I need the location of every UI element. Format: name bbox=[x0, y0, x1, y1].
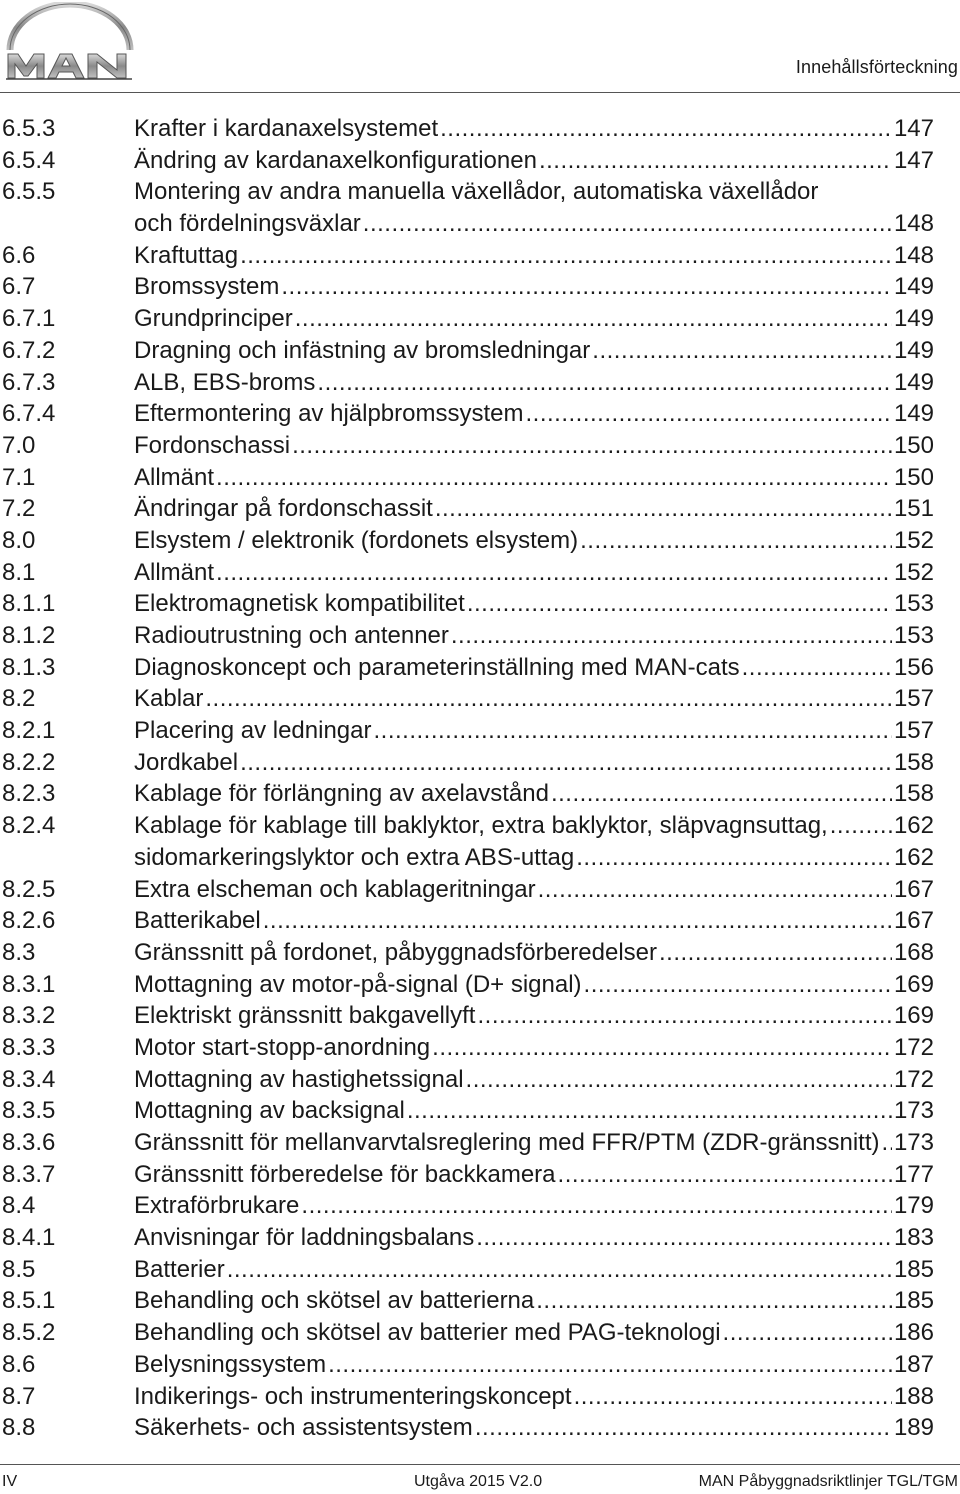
toc-title: Jordkabel bbox=[134, 748, 239, 776]
toc-page-number: 148 bbox=[893, 241, 934, 269]
toc-section-number: 8.3.2 bbox=[2, 1002, 56, 1030]
toc-title: Batterier bbox=[134, 1255, 225, 1283]
toc-page-number: 158 bbox=[893, 780, 934, 808]
toc-title: Mottagning av motor-på-signal (D+ signal) bbox=[134, 970, 582, 998]
toc-entry bbox=[134, 208, 934, 240]
toc-title: Kablage för kablage till baklyktor, extra baklyktor, släpvagnsuttag, bbox=[134, 812, 828, 840]
toc-section-number: 8.3.3 bbox=[2, 1033, 56, 1061]
toc-leader-dots bbox=[292, 430, 892, 462]
toc-page-number: 150 bbox=[893, 431, 934, 459]
toc-section-number: 6.7.4 bbox=[2, 400, 56, 428]
toc-row[interactable] bbox=[0, 683, 960, 715]
toc-title: Behandling och skötsel av batterierna bbox=[134, 1287, 535, 1315]
toc-section-number: 8.8 bbox=[2, 1414, 36, 1442]
toc-section-number: 6.5.3 bbox=[2, 115, 56, 142]
toc-entry bbox=[134, 1381, 934, 1413]
toc-leader-dots bbox=[205, 683, 892, 715]
toc-row[interactable] bbox=[0, 715, 960, 747]
toc-page-number: 149 bbox=[893, 336, 934, 364]
toc-entry bbox=[134, 145, 934, 177]
section-title: Innehållsförteckning bbox=[795, 57, 958, 77]
toc-leader-dots bbox=[830, 810, 892, 842]
toc-row[interactable] bbox=[0, 1349, 960, 1381]
toc-entry bbox=[134, 1222, 934, 1254]
toc-row[interactable] bbox=[0, 1381, 960, 1413]
toc-page-number: 149 bbox=[893, 273, 934, 301]
toc-row[interactable] bbox=[0, 969, 960, 1001]
toc-section-number: 8.7 bbox=[2, 1382, 36, 1410]
toc-leader-dots bbox=[742, 652, 892, 684]
toc-title: Extra elscheman och kablageritningar bbox=[134, 875, 536, 903]
toc-title: Ändringar på fordonschassit bbox=[134, 495, 433, 523]
toc-row[interactable] bbox=[0, 271, 960, 303]
toc-page-number: 183 bbox=[893, 1224, 934, 1252]
toc-section-number: 7.2 bbox=[2, 495, 36, 523]
toc-row[interactable] bbox=[0, 1254, 960, 1286]
toc-title: Säkerhets- och assistentsystem bbox=[134, 1414, 473, 1442]
toc-section-number: 8.5.1 bbox=[2, 1287, 56, 1315]
toc-leader-dots bbox=[574, 1381, 892, 1413]
toc-title: Elektromagnetisk kompatibilitet bbox=[134, 590, 465, 618]
toc-page-number: 172 bbox=[893, 1033, 934, 1061]
toc-leader-dots bbox=[477, 1000, 891, 1032]
toc-page-number: 179 bbox=[893, 1192, 934, 1220]
toc-page-number: 157 bbox=[893, 717, 934, 745]
toc-page-number: 188 bbox=[893, 1382, 934, 1410]
toc-section-number: 8.2.3 bbox=[2, 780, 56, 808]
toc-entry bbox=[134, 842, 934, 874]
footer-edition: Utgåva 2015 V2.0 bbox=[414, 1473, 543, 1490]
toc-page-number: 153 bbox=[893, 590, 934, 618]
toc-title: sidomarkeringslyktor och extra ABS-uttag bbox=[134, 843, 575, 871]
header-divider bbox=[0, 92, 960, 93]
toc-entry bbox=[134, 335, 934, 367]
toc-entry bbox=[134, 810, 934, 842]
toc-entry bbox=[134, 1349, 934, 1381]
toc-entry bbox=[134, 747, 934, 779]
toc-title: Gränssnitt på fordonet, påbyggnadsförberedelser bbox=[134, 938, 657, 966]
toc-entry bbox=[134, 493, 934, 525]
toc-row[interactable] bbox=[0, 620, 960, 652]
toc-row[interactable] bbox=[0, 937, 960, 969]
toc-row[interactable] bbox=[0, 1127, 960, 1159]
toc-page-number: 147 bbox=[893, 146, 934, 174]
toc-entry bbox=[134, 588, 934, 620]
toc-row[interactable] bbox=[0, 588, 960, 620]
toc-section-number: 8.3.7 bbox=[2, 1160, 56, 1188]
toc-leader-dots bbox=[580, 525, 892, 557]
toc-section-number: 8.2 bbox=[2, 685, 36, 713]
toc-title: Motor start-stopp-anordning bbox=[134, 1033, 431, 1061]
toc-page-number: 168 bbox=[893, 938, 934, 966]
toc-section-number: 6.7.2 bbox=[2, 336, 56, 364]
toc-section-number: 8.1.3 bbox=[2, 653, 56, 681]
toc-entry bbox=[134, 1000, 934, 1032]
toc-leader-dots bbox=[592, 335, 892, 367]
toc-leader-dots bbox=[301, 1190, 892, 1222]
toc-leader-dots bbox=[539, 145, 892, 177]
toc-entry bbox=[134, 1317, 934, 1349]
toc-page-number: 149 bbox=[893, 400, 934, 428]
toc-page-number: 157 bbox=[893, 685, 934, 713]
toc-row[interactable] bbox=[0, 1000, 960, 1032]
toc-leader-dots bbox=[435, 493, 892, 525]
toc-title: Placering av ledningar bbox=[134, 717, 372, 745]
toc-leader-dots bbox=[216, 462, 892, 494]
toc-leader-dots bbox=[659, 937, 892, 969]
toc-title: Batterikabel bbox=[134, 907, 261, 935]
toc-leader-dots bbox=[536, 1285, 892, 1317]
toc-leader-dots bbox=[373, 715, 891, 747]
toc-entry bbox=[134, 778, 934, 810]
toc-entry bbox=[134, 715, 934, 747]
toc-row[interactable] bbox=[0, 240, 960, 272]
toc-page-number: 162 bbox=[893, 812, 934, 840]
toc-leader-dots bbox=[240, 747, 892, 779]
toc-section-number: 8.1 bbox=[2, 558, 36, 586]
toc-entry bbox=[134, 525, 934, 557]
toc-row[interactable] bbox=[0, 747, 960, 779]
toc-leader-dots bbox=[476, 1222, 892, 1254]
toc-leader-dots bbox=[216, 557, 892, 589]
table-of-contents bbox=[0, 113, 960, 1444]
toc-row[interactable] bbox=[0, 208, 960, 240]
toc-section-number: 6.6 bbox=[2, 241, 36, 269]
toc-leader-dots bbox=[263, 905, 892, 937]
toc-title: Mottagning av backsignal bbox=[134, 1097, 405, 1125]
toc-section-number: 8.5.2 bbox=[2, 1319, 56, 1347]
footer-document-title: MAN Påbyggnadsriktlinjer TGL/TGM bbox=[698, 1473, 958, 1490]
toc-page-number: 158 bbox=[893, 748, 934, 776]
toc-row[interactable] bbox=[0, 842, 960, 874]
toc-entry bbox=[134, 937, 934, 969]
toc-entry bbox=[134, 1064, 934, 1096]
toc-page-number: 189 bbox=[893, 1414, 934, 1442]
toc-section-number: 8.3 bbox=[2, 938, 36, 966]
toc-row[interactable] bbox=[0, 778, 960, 810]
toc-title: Ändring av kardanaxelkonfigurationen bbox=[134, 146, 537, 174]
toc-section-number: 6.5.4 bbox=[2, 146, 56, 174]
toc-title: Anvisningar för laddningsbalans bbox=[134, 1224, 475, 1252]
toc-section-number: 8.6 bbox=[2, 1350, 36, 1378]
toc-page-number: 167 bbox=[893, 907, 934, 935]
toc-title: ALB, EBS-broms bbox=[134, 368, 316, 396]
toc-entry bbox=[134, 271, 934, 303]
toc-leader-dots bbox=[538, 874, 892, 906]
toc-section-number: 8.2.6 bbox=[2, 907, 56, 935]
toc-row[interactable] bbox=[0, 1412, 960, 1444]
toc-title: Belysningssystem bbox=[134, 1350, 327, 1378]
toc-row[interactable] bbox=[0, 1222, 960, 1254]
toc-leader-dots bbox=[407, 1095, 892, 1127]
toc-entry bbox=[134, 1285, 934, 1317]
toc-row[interactable] bbox=[0, 145, 960, 177]
toc-row[interactable] bbox=[0, 176, 960, 208]
toc-row[interactable] bbox=[0, 557, 960, 589]
toc-section-number: 8.1.1 bbox=[2, 590, 56, 618]
toc-title: och fördelningsväxlar bbox=[134, 210, 361, 238]
toc-title: Eftermontering av hjälpbromssystem bbox=[134, 400, 524, 428]
toc-row[interactable] bbox=[0, 525, 960, 557]
toc-row[interactable] bbox=[0, 398, 960, 430]
toc-section-number: 8.3.4 bbox=[2, 1065, 56, 1093]
toc-entry bbox=[134, 620, 934, 652]
toc-entry bbox=[134, 1190, 934, 1222]
toc-entry bbox=[134, 1127, 934, 1159]
toc-leader-dots bbox=[576, 842, 892, 874]
toc-leader-dots bbox=[317, 367, 892, 399]
toc-title: Radioutrustning och antenner bbox=[134, 622, 449, 649]
toc-row[interactable] bbox=[0, 810, 960, 842]
man-logo bbox=[4, 2, 136, 84]
toc-title: Grundprinciper bbox=[134, 305, 293, 333]
toc-row[interactable] bbox=[0, 430, 960, 462]
toc-page-number: 153 bbox=[893, 622, 934, 649]
toc-leader-dots bbox=[584, 969, 892, 1001]
toc-entry bbox=[134, 303, 934, 335]
toc-entry bbox=[134, 1159, 934, 1191]
toc-leader-dots bbox=[882, 1127, 892, 1159]
toc-leader-dots bbox=[466, 1064, 892, 1096]
toc-row[interactable] bbox=[0, 1190, 960, 1222]
toc-section-number: 8.1.2 bbox=[2, 622, 56, 649]
toc-title: Montering av andra manuella växellådor, automatiska växellådor bbox=[134, 178, 819, 206]
toc-entry bbox=[134, 969, 934, 1001]
toc-title: Gränssnitt för mellanvarvtalsreglering med FFR/PTM (ZDR-gränssnitt) bbox=[134, 1129, 880, 1156]
toc-leader-dots bbox=[328, 1349, 892, 1381]
toc-page-number: 167 bbox=[893, 875, 934, 903]
toc-section-number: 8.3.5 bbox=[2, 1097, 56, 1125]
toc-entry bbox=[134, 398, 934, 430]
toc-title: Allmänt bbox=[134, 463, 215, 491]
toc-page-number: 186 bbox=[893, 1319, 934, 1347]
toc-title: Extraförbrukare bbox=[134, 1192, 300, 1220]
toc-title: Allmänt bbox=[134, 558, 215, 586]
toc-entry bbox=[134, 1254, 934, 1286]
toc-entry bbox=[134, 176, 934, 208]
footer-divider bbox=[0, 1464, 960, 1465]
toc-title: Kraftuttag bbox=[134, 241, 239, 269]
toc-row[interactable] bbox=[0, 1317, 960, 1349]
toc-section-number: 8.5 bbox=[2, 1255, 36, 1283]
toc-section-number: 8.2.4 bbox=[2, 812, 56, 840]
footer-page-number: IV bbox=[2, 1473, 18, 1490]
man-logo-arc-icon bbox=[4, 2, 136, 84]
toc-entry bbox=[134, 430, 934, 462]
toc-page-number: 185 bbox=[893, 1287, 934, 1315]
toc-section-number: 7.0 bbox=[2, 431, 36, 459]
toc-title: Fordonschassi bbox=[134, 431, 291, 459]
toc-page-number: 169 bbox=[893, 1002, 934, 1030]
toc-entry bbox=[134, 557, 934, 589]
toc-section-number: 6.5.5 bbox=[2, 178, 56, 206]
toc-page-number: 187 bbox=[893, 1350, 934, 1378]
toc-page-number: 149 bbox=[893, 305, 934, 333]
toc-row[interactable] bbox=[0, 462, 960, 494]
toc-title: Behandling och skötsel av batterier med PAG-teknologi bbox=[134, 1319, 721, 1347]
toc-page-number: 149 bbox=[893, 368, 934, 396]
toc-entry bbox=[134, 1032, 934, 1064]
toc-entry bbox=[134, 652, 934, 684]
toc-row[interactable] bbox=[0, 113, 960, 145]
toc-entry bbox=[134, 874, 934, 906]
toc-title: Krafter i kardanaxelsystemet bbox=[134, 115, 439, 142]
toc-title: Elektriskt gränssnitt bakgavellyft bbox=[134, 1002, 476, 1030]
toc-leader-dots bbox=[281, 271, 892, 303]
toc-section-number: 8.3.6 bbox=[2, 1129, 56, 1156]
toc-section-number: 8.2.5 bbox=[2, 875, 56, 903]
toc-leader-dots bbox=[525, 398, 891, 430]
toc-entry bbox=[134, 113, 934, 145]
toc-page-number: 147 bbox=[893, 115, 934, 142]
toc-row[interactable] bbox=[0, 1159, 960, 1191]
toc-title: Kablage för förlängning av axelavstånd bbox=[134, 780, 549, 808]
toc-leader-dots bbox=[227, 1254, 892, 1286]
toc-section-number: 6.7 bbox=[2, 273, 36, 301]
toc-title: Mottagning av hastighetssignal bbox=[134, 1065, 464, 1093]
toc-leader-dots bbox=[432, 1032, 892, 1064]
toc-entry bbox=[134, 462, 934, 494]
toc-leader-dots bbox=[467, 588, 892, 620]
toc-entry bbox=[134, 905, 934, 937]
toc-title: Bromssystem bbox=[134, 273, 280, 301]
toc-entry bbox=[134, 367, 934, 399]
toc-title: Diagnoskoncept och parameterinställning med MAN-cats bbox=[134, 653, 740, 681]
toc-page-number: 151 bbox=[893, 495, 934, 523]
toc-title: Dragning och infästning av bromsledningar bbox=[134, 336, 591, 364]
toc-row[interactable] bbox=[0, 874, 960, 906]
toc-page-number: 152 bbox=[893, 526, 934, 554]
toc-leader-dots bbox=[440, 113, 892, 145]
toc-row[interactable] bbox=[0, 335, 960, 367]
toc-row[interactable] bbox=[0, 905, 960, 937]
toc-section-number: 8.2.2 bbox=[2, 748, 56, 776]
toc-section-number: 6.7.3 bbox=[2, 368, 56, 396]
toc-page-number: 173 bbox=[893, 1097, 934, 1125]
toc-page-number: 150 bbox=[893, 463, 934, 491]
toc-row[interactable] bbox=[0, 1064, 960, 1096]
toc-row[interactable] bbox=[0, 303, 960, 335]
toc-leader-dots bbox=[558, 1159, 892, 1191]
toc-entry bbox=[134, 1412, 934, 1444]
toc-page-number: 148 bbox=[893, 210, 934, 238]
toc-row[interactable] bbox=[0, 652, 960, 684]
toc-row[interactable] bbox=[0, 1285, 960, 1317]
toc-page-number: 169 bbox=[893, 970, 934, 998]
toc-section-number: 8.4.1 bbox=[2, 1224, 56, 1252]
toc-section-number: 6.7.1 bbox=[2, 305, 56, 333]
toc-section-number: 7.1 bbox=[2, 463, 36, 491]
toc-leader-dots bbox=[451, 620, 892, 652]
toc-section-number: 8.4 bbox=[2, 1192, 36, 1220]
toc-title: Indikerings- och instrumenteringskoncept bbox=[134, 1382, 572, 1410]
toc-entry bbox=[134, 240, 934, 272]
toc-page-number: 172 bbox=[893, 1065, 934, 1093]
toc-leader-dots bbox=[551, 778, 892, 810]
toc-title: Kablar bbox=[134, 685, 204, 713]
toc-row[interactable] bbox=[0, 1095, 960, 1127]
toc-page-number: 177 bbox=[893, 1160, 934, 1188]
toc-leader-dots bbox=[240, 240, 892, 272]
toc-leader-dots bbox=[295, 303, 892, 335]
page-header bbox=[0, 0, 960, 94]
toc-row[interactable] bbox=[0, 493, 960, 525]
toc-page-number: 173 bbox=[893, 1129, 934, 1156]
toc-section-number: 8.2.1 bbox=[2, 717, 56, 745]
toc-entry bbox=[134, 683, 934, 715]
toc-page-number: 156 bbox=[893, 653, 934, 681]
toc-row[interactable] bbox=[0, 367, 960, 399]
toc-leader-dots bbox=[723, 1317, 892, 1349]
toc-leader-dots bbox=[475, 1412, 892, 1444]
toc-row[interactable] bbox=[0, 1032, 960, 1064]
toc-page-number: 152 bbox=[893, 558, 934, 586]
toc-title: Gränssnitt förberedelse för backkamera bbox=[134, 1160, 556, 1188]
toc-page-number: 162 bbox=[893, 843, 934, 871]
toc-title: Elsystem / elektronik (fordonets elsystem) bbox=[134, 526, 579, 554]
toc-entry bbox=[134, 1095, 934, 1127]
toc-leader-dots bbox=[363, 208, 892, 240]
toc-section-number: 8.3.1 bbox=[2, 970, 56, 998]
toc-section-number: 8.0 bbox=[2, 526, 36, 554]
toc-page-number: 185 bbox=[893, 1255, 934, 1283]
